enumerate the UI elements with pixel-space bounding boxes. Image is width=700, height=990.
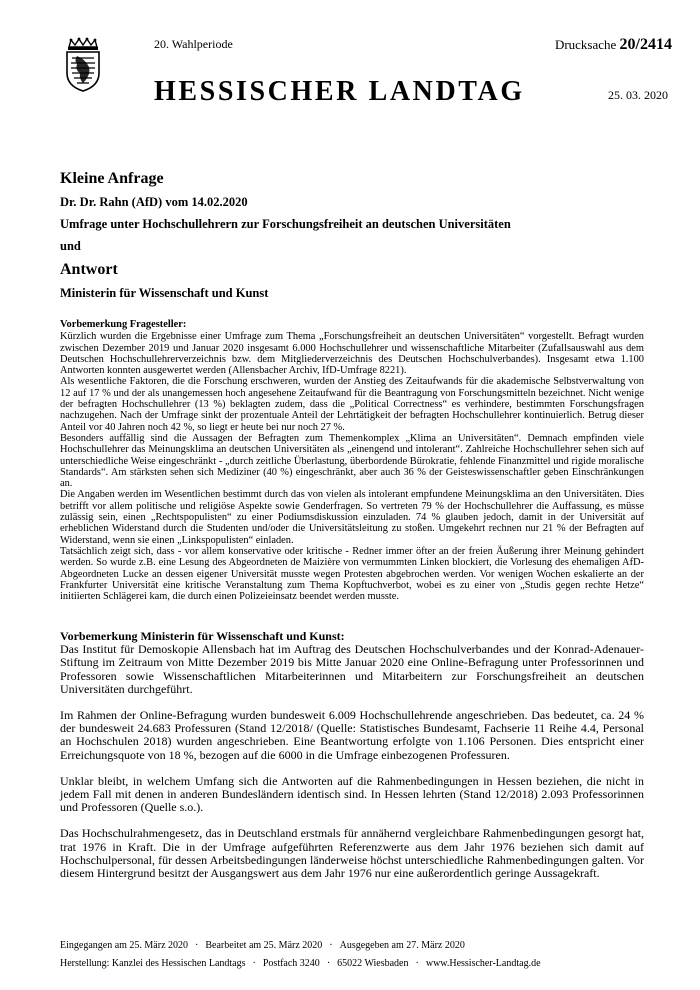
answer-label: Antwort — [60, 261, 118, 278]
footer-separator: · — [326, 958, 331, 969]
footer-separator: · — [252, 958, 256, 969]
publisher: Herstellung: Kanzlei des Hessischen Landtags — [60, 958, 246, 969]
footer-publisher — [60, 955, 541, 973]
document-date: 25. 03. 2020 — [608, 88, 668, 102]
minister-paragraph: Das Hochschulrahmengesetz, das in Deutschland erstmals für annähernd vergleichbare Rahmenbedingungen gesorgt hat, trat 1976 in Kraft. Die in der Umfrage aufgeführten Referenzwerte aus dem Jahr 1976 beziehen sich damit auf Hochschulpersonal, für dessen Arbeitsbedingungen länderweise höchst unterschiedliche Rahmenbedingungen galten. Vor diesem Hintergrund besitzt der Ausgangswert aus dem Jahr 1976 nur eine außerordentlich geringe Aussagekraft. — [60, 826, 644, 881]
minister-paragraph: Im Rahmen der Online-Befragung wurden bundesweit 6.009 Hochschullehrende angeschrieben. Das bedeutet, ca. 24 % der bundesweit 24.683 Professuren (Stand 12/2018/ (Quelle: Statistisches Bundesamt, Fachserie 11 Reihe 4.4, Personal an Hochschulen 2018) wurden angeschrieben. Eine Beantwortung erfolgte von 1.106 Personen. Dies entspricht einer Erreichungsquote von 18 %, bezogen auf die 6000 in die Umfrage einbezogenen Professuren. — [60, 708, 644, 762]
footer-separator: · — [415, 958, 419, 969]
document-footer — [60, 937, 541, 973]
footer-separator: · — [329, 940, 333, 951]
footer-dates — [60, 937, 541, 955]
issued-date: Ausgegeben am 27. März 2020 — [339, 940, 465, 951]
received-date: Eingegangen am 25. März 2020 — [60, 940, 189, 951]
election-period: 20. Wahlperiode — [154, 37, 233, 51]
drucksache — [555, 36, 672, 54]
answering-ministry: Ministerin für Wissenschaft und Kunst — [60, 286, 269, 300]
questioner-remarks-heading: Vorbemerkung Fragesteller: — [60, 319, 187, 330]
minister-remarks — [60, 630, 644, 893]
processed-date: Bearbeitet am 25. März 2020 — [205, 940, 323, 951]
po-box: Postfach 3240 — [262, 958, 320, 969]
document-header — [60, 169, 660, 301]
minister-remarks-heading: Vorbemerkung Ministerin für Wissenschaft und Kunst: — [60, 629, 345, 643]
parliament-title: HESSISCHER LANDTAG — [154, 76, 525, 107]
postal-city: 65022 Wiesbaden — [337, 958, 409, 969]
questioner-paragraph: Tatsächlich zeigt sich, dass - vor allem konservative oder kritische - Redner immer öfter an der freien Äußerung ihrer Meinung gehindert werden. So wurde z.B. eine Lesung des Abgeordneten de Maizière von vermummten Linken blockiert, die Vorlesung des ehemaligen AfD-Abgeordneten Lucke an dessen eigener Universität musste wegen Protesten abgebrochen werden. Vor wenigen Wochen eskalierte an der Frankfurter Universität eine kritische Veranstaltung zum Thema Kopftuchverbot, wobei es zu einer von „Studis gegen rechte Hetze“ initiierten Schlägerei kam, die durch einen Polizeieinsatz beendet werden musste. — [60, 545, 644, 603]
document-author: Dr. Dr. Rahn (AfD) vom 14.02.2020 — [60, 195, 248, 209]
drucksache-number: 20/2414 — [619, 36, 672, 53]
drucksache-label: Drucksache — [554, 37, 617, 52]
document-type: Kleine Anfrage — [60, 170, 164, 187]
questioner-paragraph: Besonders auffällig sind die Aussagen der Befragten zum Themenkomplex „Klima an Universitäten“. Demnach empfinden viele Hochschullehrer das Meinungsklima an deutschen Universitäten als „einengend und intolerant“. Zahlreiche Hochschullehrer sehen sich auf unterschiedliche Weise eingeschränkt - „durch zeitliche Überlastung, überbordende Bürokratie, fehlende Finanzmittel und rigide moralische Standards“. Am stärksten sehen sich Mediziner (40 %) eingeschränkt, aber auch 36 % der Geisteswissenschaftler geben Einschränkungen an. — [60, 432, 644, 490]
document-subject: Umfrage unter Hochschullehrern zur Forschungsfreiheit an deutschen Universitäten — [60, 217, 511, 231]
questioner-paragraph: Als wesentliche Faktoren, die die Forschung erschweren, wurden der Anstieg des Zeitaufwands für die akademische Selbstverwaltung von 12 auf 17 % und der als unangemessen hoch angesehene Zeitaufwand für die Beantragung von Forschungsmitteln bezeichnet. Nicht wenige der befragten Hochschullehrer (13 %) beklagten zudem, dass die „Political Correctness“ es verhindere, bestimmten Forschungsfragen nachzugehen. Nach der Umfrage sinkt der prozentuale Anteil der Lehrtätigkeit der befragten Hochschullehrer kontinuierlich. Betrug dieser Anteil vor 40 Jahren noch 42 %, so liegt er heute bei nur noch 27 %. — [60, 376, 644, 433]
website-link[interactable]: www.Hessischer-Landtag.de — [425, 958, 541, 969]
questioner-remarks — [60, 319, 644, 602]
footer-separator: · — [195, 940, 199, 951]
questioner-paragraph: Kürzlich wurden die Ergebnisse einer Umfrage zum Thema „Forschungsfreiheit an deutschen Universitäten“ vorgestellt. Befragt wurden zwischen Dezember 2019 und Januar 2020 insgesamt 6.000 Hochschullehrer und wissenschaftliche Mitarbeiter (Zufallsauswahl aus dem Deutschen Hochschullehrerverzeichnis bzw. dem Mitgliederverzeichnis des Deutschen Hochschulverbandes). Insgesamt etwa 1.100 Antworten konnten ausgewertet werden (Allensbacher Archiv, IfD-Umfrage 8221). — [60, 331, 644, 377]
minister-paragraph: Das Institut für Demoskopie Allensbach hat im Auftrag des Deutschen Hochschulverbandes und der Konrad-Adenauer-Stiftung im Zeitraum von Mitte Dezember 2019 bis Mitte Januar 2020 eine Online-Befragung unter Professorinnen und Professoren sowie Wissenschaftlichen Mitarbeiterinnen und Mitarbeitern zur Forschungsfreiheit an deutschen Universitäten durchgeführt. — [60, 642, 644, 696]
questioner-paragraph: Die Angaben werden im Wesentlichen bestimmt durch das von vielen als intolerant empfundene Meinungsklima an den Universitäten. Dies betrifft vor allem politische und religiöse Aspekte sowie Genderfragen. So vertreten 79 % der Hochschullehrer die Auffassung, es müsse zulässig sein, einen „Rechtspopulisten“ zu einer Podiumsdiskussion einzuladen. 74 % glauben jedoch, damit in der Universität auf erheblichen Widerstand durch die Studenten und/oder die Universitätsleitung zu stoßen. Umgekehrt rechnen nur 21 % der Befragten auf Widerstand, wenn sie einen „Linkspopulisten“ einladen. — [60, 489, 644, 546]
hessen-coat-of-arms-logo — [63, 37, 103, 93]
minister-paragraph: Unklar bleibt, in welchem Umfang sich die Antworten auf die Rahmenbedingungen in Hessen beziehen, die nicht in jedem Fall mit denen in anderen Bundesländern identisch sind. In Hessen lehrten (Stand 12/2018) 2.093 Professorinnen und Professoren (Quelle s.o.). — [60, 773, 644, 815]
document-und: und — [60, 239, 81, 253]
